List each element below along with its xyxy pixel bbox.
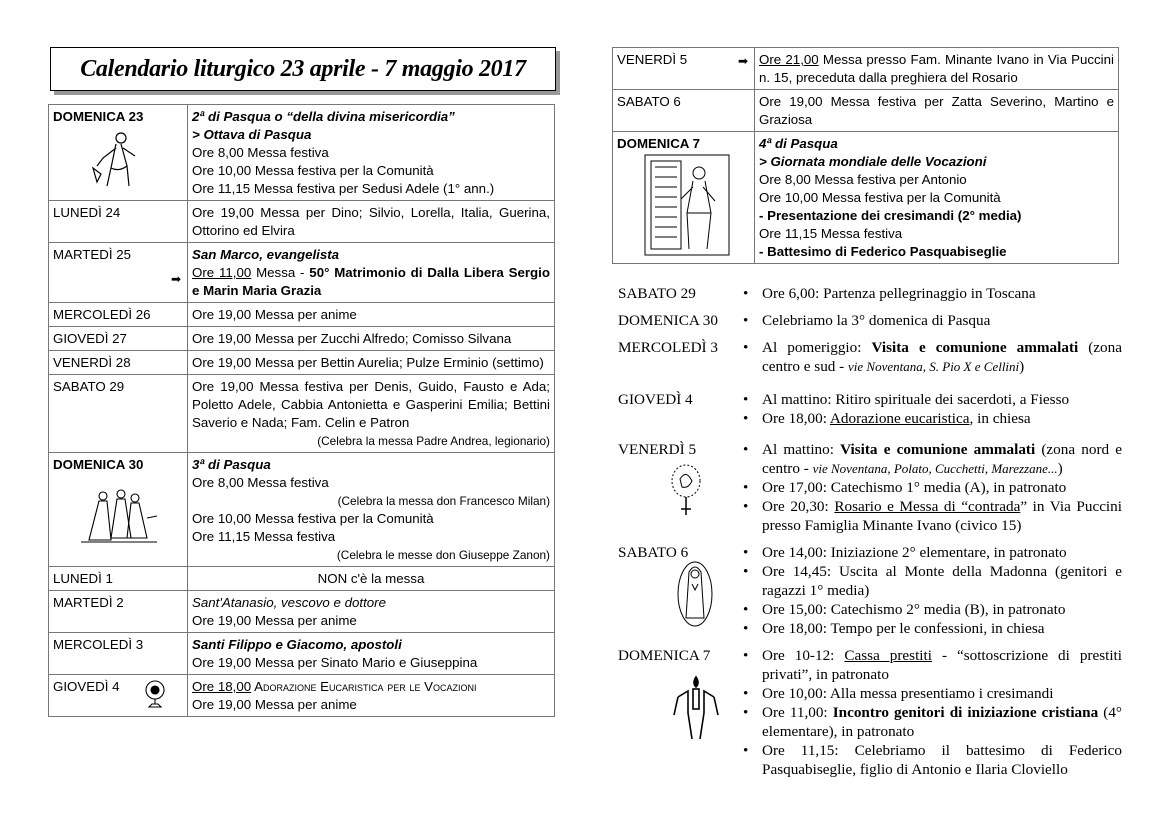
event-day: MERCOLEDÌ 3 <box>618 339 718 356</box>
event-item: • Al pomeriggio: Visita e comunione ammalati (zona centro e sud - vie Noventana, S. Pio X e Cellini) <box>762 338 1122 376</box>
mass-entry: Ore 19,00 Messa per Zucchi Alfredo; Comisso Silvana <box>188 327 555 351</box>
table-row <box>613 90 1119 132</box>
day-label: GIOVEDÌ 4 <box>53 679 120 694</box>
event-day: VENERDÌ 5 <box>618 441 697 458</box>
feast-subtitle: > Ottava di Pasqua <box>192 127 312 142</box>
mass-entry: Ore 19,00 Messa per anime <box>192 697 357 712</box>
event-day: DOMENICA 30 <box>618 312 718 329</box>
mass-entry: Ore 19,00 Messa festiva per Denis, Guido, Fausto e Ada; Poletto Adele, Cabbia Antonietta e Gasperini Emilia; Bettini Saverio e Nada; Fam. Celin e Patron <box>192 379 550 430</box>
mass-entry: Ore 19,00 Messa per Dino; Silvio, Lorella, Italia, Guerina, Ottorino ed Elvira <box>188 201 555 243</box>
event-item: • Al mattino: Ritiro spirituale dei sacerdoti, a Fiesso <box>762 390 1122 409</box>
list-item <box>618 390 1122 428</box>
mass-entry: Ore 19,00 Messa per Bettin Aurelia; Pulze Erminio (settimo) <box>188 351 555 375</box>
feast-title: 2ª di Pasqua o “della divina misericordia” <box>192 109 455 124</box>
event-item: • Ore 10-12: Cassa prestiti - “sottoscrizione di prestiti privati”, in patronato <box>762 646 1122 684</box>
mass-entry: Ore 19,00 Messa per anime <box>188 303 555 327</box>
table-row <box>49 105 555 201</box>
mass-note: - Presentazione dei cresimandi (2° media) <box>759 208 1022 223</box>
right-arrow-icon: ➡ <box>737 54 748 68</box>
mass-entry: Ore 21,00 Messa presso Fam. Minante Ivano in Via Puccini n. 15, preceduta dalla preghiera del Rosario <box>755 48 1119 90</box>
page-title-box <box>50 47 556 91</box>
right-arrow-icon: ➡ <box>170 272 181 286</box>
list-item <box>618 311 1122 330</box>
event-day: DOMENICA 7 <box>618 647 711 664</box>
mass-entry: Ore 8,00 Messa festiva <box>192 145 329 160</box>
event-day: SABATO 29 <box>618 285 696 302</box>
table-row <box>613 132 1119 264</box>
mass-entry: Ore 10,00 Messa festiva per la Comunità <box>192 163 434 178</box>
mass-entry: Ore 11,00 Messa - 50° Matrimonio di Dalla Libera Sergio e Marin Maria Grazia <box>192 265 550 298</box>
table-row <box>49 453 555 567</box>
mass-entry: Ore 8,00 Messa festiva <box>192 475 329 490</box>
event-item: • Ore 15,00: Catechismo 2° media (B), in patronato <box>762 600 1122 619</box>
day-label: MERCOLEDÌ 26 <box>49 303 188 327</box>
day-label: VENERDÌ 28 <box>49 351 188 375</box>
event-item: • Ore 11,15: Celebriamo il battesimo di Federico Pasquabiseglie, figlio di Antonio e Ilaria Cloviello <box>762 741 1122 779</box>
event-item: • Ore 20,30: Rosario e Messa di “contrada” in Via Puccini presso Famiglia Minante Ivano (civico 15) <box>762 497 1122 535</box>
day-label: MARTEDÌ 2 <box>49 591 188 633</box>
table-row <box>49 633 555 675</box>
feast-title: Santi Filippo e Giacomo, apostoli <box>192 637 402 652</box>
day-label: SABATO 6 <box>613 90 755 132</box>
feast-title: Sant'Atanasio, vescovo e dottore <box>192 595 386 610</box>
right-calendar-table <box>612 47 1119 264</box>
mass-entry: Ore 19,00 Messa festiva per Zatta Severino, Martino e Graziosa <box>755 90 1119 132</box>
event-item: • Ore 14,00: Iniziazione 2° elementare, in patronato <box>762 543 1122 562</box>
event-item: • Ore 18,00: Adorazione eucaristica, in chiesa <box>762 409 1122 428</box>
event-item: • Ore 11,00: Incontro genitori di iniziazione cristiana (4° elementare), in patronato <box>762 703 1122 741</box>
feast-title: San Marco, evangelista <box>192 247 340 262</box>
weekly-events <box>618 284 1122 787</box>
event-item: • Ore 10,00: Alla messa presentiamo i cresimandi <box>762 684 1122 703</box>
table-row <box>49 303 555 327</box>
disciples-icon <box>77 488 161 546</box>
table-row <box>49 675 555 717</box>
day-label: SABATO 29 <box>49 375 188 453</box>
mass-entry: Ore 10,00 Messa festiva per la Comunità <box>192 511 434 526</box>
table-row <box>49 201 555 243</box>
day-label: MARTEDÌ 25 <box>53 247 132 262</box>
table-row <box>49 567 555 591</box>
risen-jesus-icon <box>83 128 143 190</box>
mass-entry: Ore 19,00 Messa per anime <box>192 613 357 628</box>
table-row <box>49 375 555 453</box>
event-day: GIOVEDÌ 4 <box>618 391 693 408</box>
event-item: • Celebriamo la 3° domenica di Pasqua <box>762 311 1122 330</box>
list-item <box>618 284 1122 303</box>
day-label: DOMENICA 7 <box>617 136 700 151</box>
table-row <box>49 591 555 633</box>
left-calendar-table <box>48 104 555 717</box>
baptism-candle-icon <box>666 675 726 741</box>
event-item: • Ore 6,00: Partenza pellegrinaggio in Toscana <box>762 284 1122 303</box>
feast-title: 3ª di Pasqua <box>192 457 271 472</box>
table-row <box>49 351 555 375</box>
door-knocking-icon <box>641 153 733 257</box>
list-item <box>618 646 1122 779</box>
day-label: VENERDÌ 5 <box>617 52 688 67</box>
madonna-icon <box>676 560 714 628</box>
event-day: SABATO 6 <box>618 544 689 561</box>
event-item: • Ore 18,00: Tempo per le confessioni, in chiesa <box>762 619 1122 638</box>
mass-entry: NON c'è la messa <box>188 567 555 591</box>
celebrant-note: (Celebra la messa Padre Andrea, legionario) <box>317 434 550 448</box>
table-row <box>49 243 555 303</box>
rosary-icon <box>666 461 706 525</box>
mass-entry: Ore 19,00 Messa per Sinato Mario e Giuseppina <box>192 655 478 670</box>
event-item: • Ore 17,00: Catechismo 1° media (A), in patronato <box>762 478 1122 497</box>
table-row <box>613 48 1119 90</box>
mass-entry: Ore 11,15 Messa festiva <box>192 529 336 544</box>
celebrant-note: (Celebra la messa don Francesco Milan) <box>337 494 550 508</box>
day-label: DOMENICA 23 <box>53 109 144 124</box>
day-label: LUNEDÌ 24 <box>49 201 188 243</box>
list-item <box>618 543 1122 638</box>
day-label: LUNEDÌ 1 <box>49 567 188 591</box>
celebrant-note: (Celebra le messe don Giuseppe Zanon) <box>336 548 550 562</box>
list-item <box>618 338 1122 376</box>
day-label: GIOVEDÌ 27 <box>49 327 188 351</box>
mass-entry: Ore 18,00 Adorazione Eucaristica per le Vocazioni <box>192 679 477 694</box>
day-label: DOMENICA 30 <box>53 457 144 472</box>
mass-entry: Ore 8,00 Messa festiva per Antonio <box>759 172 967 187</box>
monstrance-icon <box>141 679 169 709</box>
day-label: MERCOLEDÌ 3 <box>49 633 188 675</box>
page-title: Calendario liturgico 23 aprile - 7 maggio 2017 <box>80 55 526 82</box>
mass-entry: Ore 11,15 Messa festiva per Sedusi Adele (1° ann.) <box>192 181 495 196</box>
mass-entry: Ore 11,15 Messa festiva <box>759 226 903 241</box>
table-row <box>49 327 555 351</box>
event-item: • Ore 14,45: Uscita al Monte della Madonna (genitori e ragazzi 1° media) <box>762 562 1122 600</box>
event-item: • Al mattino: Visita e comunione ammalati (zona nord e centro - vie Noventana, Polato, Cucchetti, Marezzane...) <box>762 440 1122 478</box>
list-item <box>618 440 1122 535</box>
mass-entry: Ore 10,00 Messa festiva per la Comunità <box>759 190 1001 205</box>
feast-subtitle: > Giornata mondiale delle Vocazioni <box>759 154 987 169</box>
mass-note: - Battesimo di Federico Pasquabiseglie <box>759 244 1007 259</box>
feast-title: 4ª di Pasqua <box>759 136 838 151</box>
